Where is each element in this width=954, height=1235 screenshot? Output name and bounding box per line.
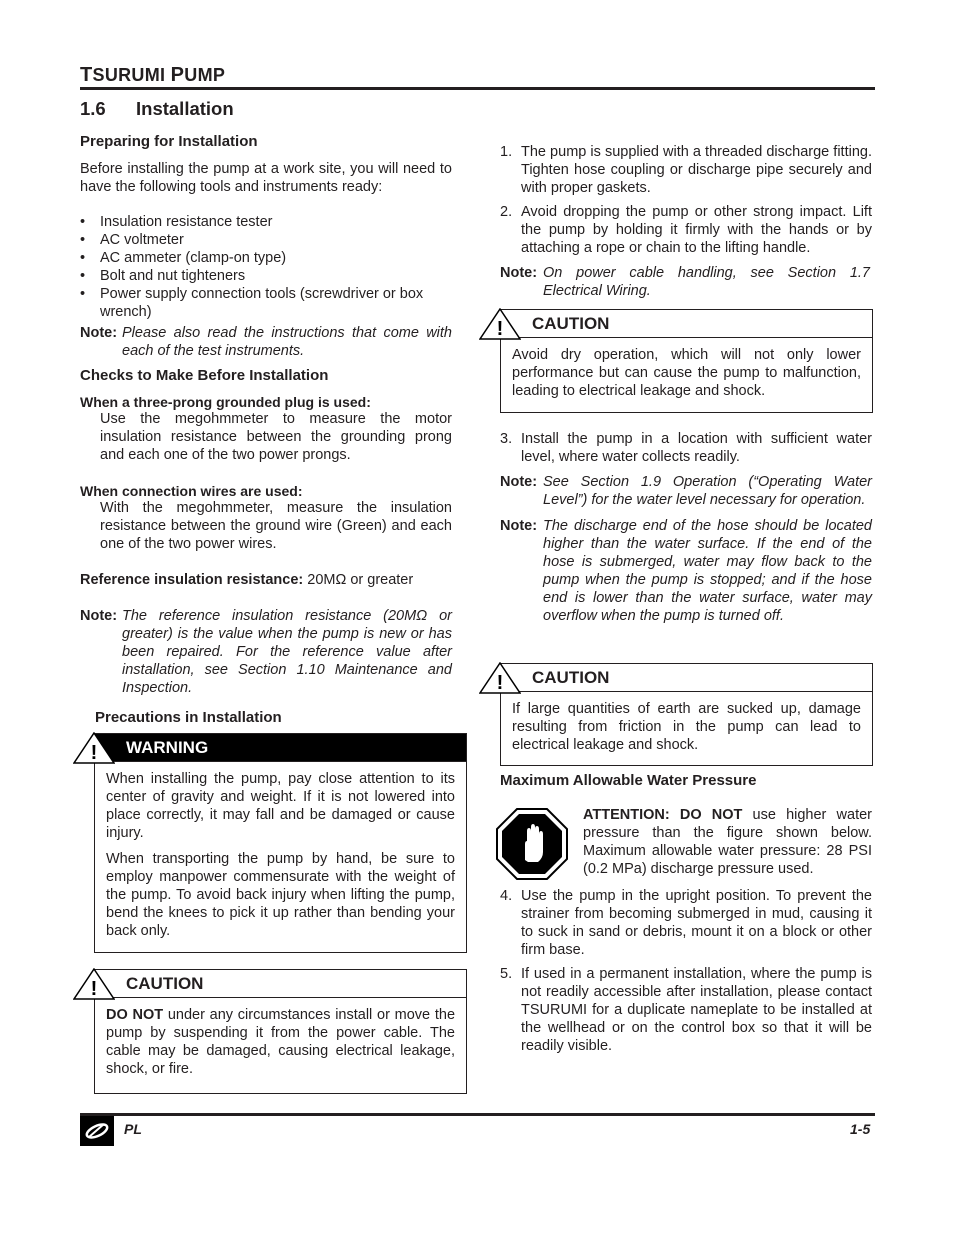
- list-item: 2. Avoid dropping the pump or other strong impact. Lift the pump by holding it firmly with the hands or by attaching a rope or chain to the lifting handle.: [500, 204, 872, 256]
- note-label: Note:: [500, 265, 538, 281]
- list-item: • AC ammeter (clamp-on type): [80, 249, 425, 267]
- warning-header: [90, 734, 466, 764]
- plug-heading: When a three-prong grounded plug is used:: [80, 394, 371, 410]
- section-title: 1.6 Installation: [80, 98, 234, 119]
- warning-body: [95, 762, 466, 948]
- note-label: Note:: [500, 474, 538, 490]
- list-item: 4. Use the pump in the upright position. To prevent the strainer from becoming submerged in mud, causing it to suck in sand or debris, mount it on a block or other firm base.: [500, 888, 872, 958]
- list-item: 3. Install the pump in a location with sufficient water level, where water collects readily.: [500, 431, 872, 465]
- caution-box-dry: [496, 309, 873, 413]
- svg-text:!: !: [496, 672, 504, 694]
- caution-title: CAUTION: [532, 668, 610, 687]
- note-label: Note:: [500, 518, 538, 534]
- brand-title: TSURUMI PUMP: [80, 64, 226, 86]
- list-item: 5. If used in a permanent installation, where the pump is not readily accessible after installation, please contact TSURUMI for a duplicate nameplate to be installed at the wellhead or on the control box so that it will be readily visible.: [500, 966, 872, 1054]
- note-text: The reference insulation resistance (20MΩ or greater) is the value when the pump is new or has been repaired. For the reference value after installation, see Section 1.10 Maintenance and Inspection.: [122, 608, 452, 696]
- note-text: On power cable handling, see Section 1.7 Electrical Wiring.: [543, 265, 870, 299]
- attention-text: ATTENTION: DO NOT use higher water pressure than the figure shown below. Maximum allowable water pressure: 28 PSI (0.2 MPa) discharge pressure used.: [583, 807, 872, 877]
- note-text: The discharge end of the hose should be located higher than the water surface. If the end of the hose is submerged, water may flow back to the pump when the pump is stopped; and if the hose end is lower than the water surface, water may overflow when the pump is turned off.: [543, 518, 872, 624]
- checks-heading: Checks to Make Before Installation: [80, 367, 329, 384]
- footer-model: PL: [124, 1121, 142, 1137]
- tsurumi-logo-icon: [80, 1116, 114, 1146]
- note-text: See Section 1.9 Operation (“Operating Water Level”) for the water level necessary for operation.: [543, 474, 872, 508]
- caution-box-cable: [90, 969, 467, 1094]
- tools-list: [80, 213, 425, 321]
- plug-text: Use the megohmmeter to measure the motor insulation resistance between the grounding prong and each one of the two power prongs.: [100, 411, 452, 463]
- exclamation-triangle-icon: [479, 308, 521, 340]
- warning-paragraph: When transporting the pump by hand, be sure to employ manpower commensurate with the weight of the pump. To avoid back injury when lifting the pump, bend the knees to pick it up rather than bending your back only.: [106, 851, 455, 939]
- caution-body: [95, 998, 466, 1086]
- reference-value: 20MΩ or greater: [303, 572, 414, 588]
- pressure-heading: Maximum Allowable Water Pressure: [500, 772, 757, 789]
- header-rule: [80, 87, 875, 90]
- caution-body: If large quantities of earth are sucked up, damage resulting from friction in the pump can lead to electrical leakage and shock.: [512, 701, 861, 753]
- steps-3: [500, 430, 872, 472]
- wires-text: With the megohmmeter, measure the insulation resistance between the ground wire (Green) and each one of the two power wires.: [100, 500, 452, 552]
- preparing-intro: Before installing the pump at a work site, you will need to have the following tools and instruments ready:: [80, 161, 452, 195]
- caution-header: [496, 664, 872, 694]
- caution-text: under any circumstances install or move the pump by suspending it from the power cable. The cable may be damaged, causing electrical leakage, shock, or fire.: [106, 1007, 456, 1077]
- exclamation-triangle-icon: [479, 662, 521, 694]
- caution-header: [496, 310, 872, 340]
- reference-label: Reference insulation resistance:: [80, 572, 304, 588]
- caution-title: CAUTION: [532, 314, 610, 333]
- steps-4-5: [500, 887, 872, 1061]
- list-item: 1. The pump is supplied with a threaded discharge fitting. Tighten hose coupling or discharge pipe securely and with proper gaskets.: [500, 144, 872, 196]
- exclamation-triangle-icon: [73, 732, 115, 764]
- caution-body: Avoid dry operation, which will not only lower performance but can cause the pump to malfunction, leading to electrical leakage and shock.: [512, 347, 861, 399]
- warning-box: [90, 733, 467, 953]
- warning-title: WARNING: [126, 738, 209, 757]
- stop-hand-icon: [496, 808, 568, 880]
- note-text: Please also read the instructions that come with each of the test instruments.: [122, 325, 452, 359]
- svg-text:!: !: [90, 742, 98, 764]
- preparing-heading: Preparing for Installation: [80, 133, 258, 150]
- reference-resistance: [80, 571, 460, 589]
- note-label: Note:: [80, 608, 118, 624]
- note-power-cable: [500, 264, 870, 300]
- attention-bold: ATTENTION: DO NOT: [583, 807, 743, 823]
- page-number: 1-5: [850, 1121, 871, 1137]
- caution-header: [90, 970, 466, 1000]
- svg-text:!: !: [90, 978, 98, 1000]
- list-item: • Bolt and nut tighteners: [80, 267, 425, 285]
- note-instruments: [80, 324, 452, 360]
- precautions-heading: Precautions in Installation: [95, 709, 282, 726]
- note-label: Note:: [80, 325, 118, 341]
- list-item: • AC voltmeter: [80, 231, 425, 249]
- list-item: • Power supply connection tools (screwdriver or box wrench): [80, 285, 425, 321]
- caution-box-earth: [496, 663, 873, 766]
- caution-bold: DO NOT: [106, 1007, 164, 1023]
- exclamation-triangle-icon: [73, 968, 115, 1000]
- warning-paragraph: When installing the pump, pay close attention to its center of gravity and weight. If it is not lowered into place correctly, it may fall and be damaged or cause injury.: [106, 771, 455, 841]
- note-hose: [500, 517, 872, 625]
- wires-heading: When connection wires are used:: [80, 483, 303, 499]
- footer-rule: [80, 1113, 875, 1116]
- note-reference: [80, 607, 452, 697]
- caution-title: CAUTION: [126, 974, 204, 993]
- svg-text:!: !: [496, 318, 504, 340]
- note-water-level: [500, 473, 872, 509]
- steps-1-2: [500, 143, 872, 263]
- list-item: • Insulation resistance tester: [80, 213, 425, 231]
